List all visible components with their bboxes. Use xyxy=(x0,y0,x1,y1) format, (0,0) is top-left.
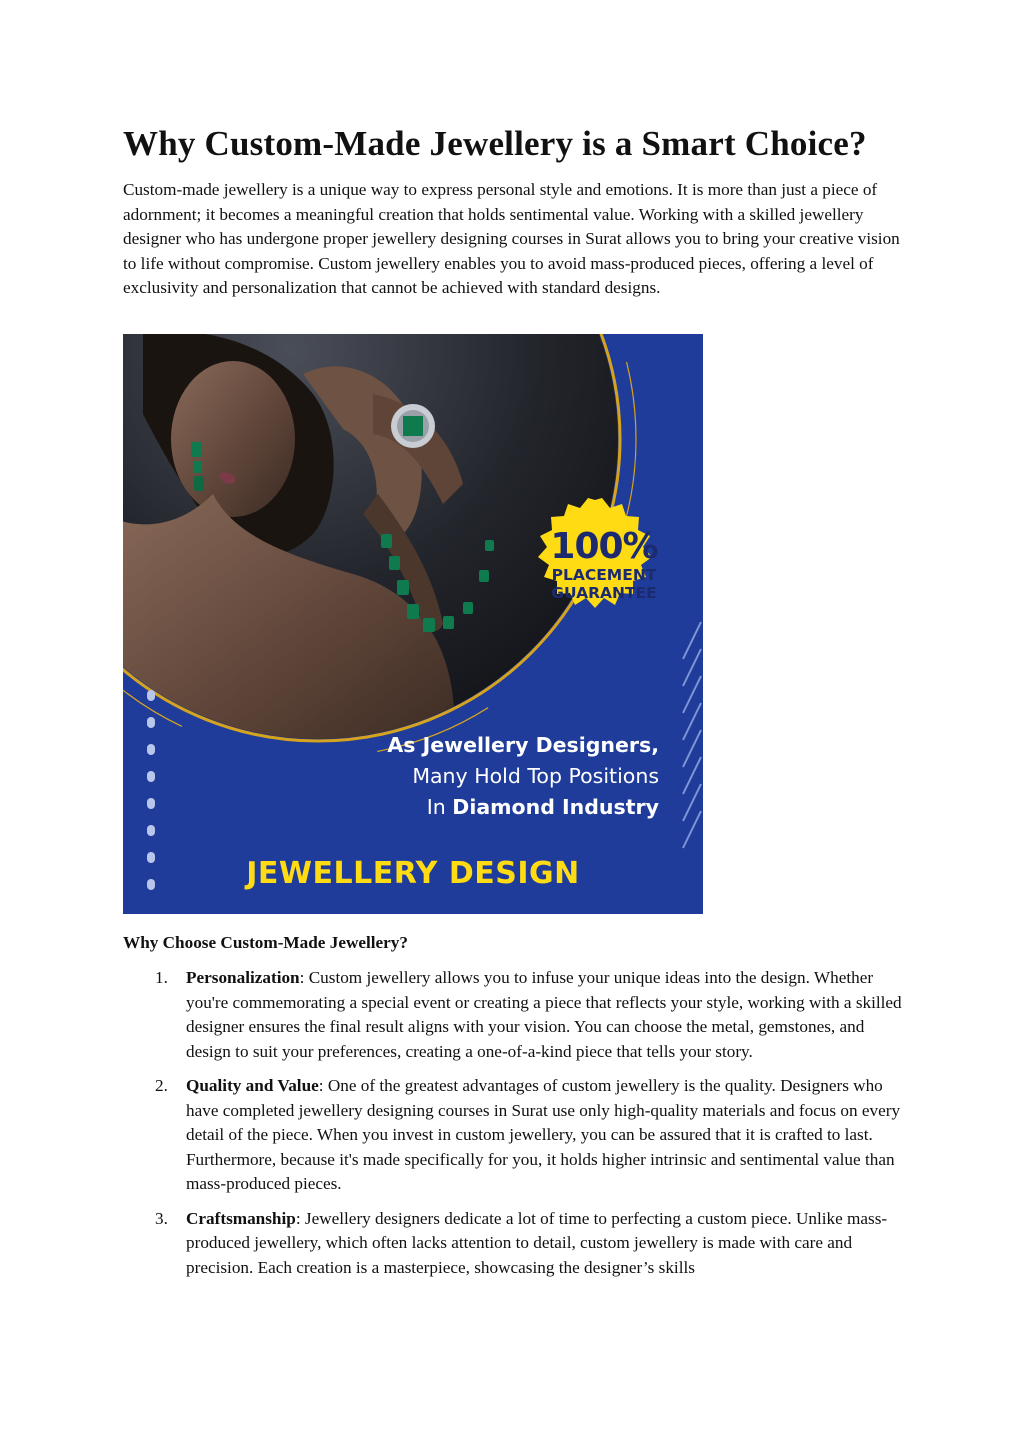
tagline-line-2: Many Hold Top Positions xyxy=(412,764,659,788)
intro-paragraph: Custom-made jewellery is a unique way to express personal style and emotions. It is more than just a piece of adornment; it becomes a meaningful creation that holds sentimental value. Working with a skilled jewellery designer who has undergone proper jewellery designing courses in Surat allows you to bring your creative vision to life without compromise. Custom jewellery enables you to avoid mass-produced pieces, offering a level of exclusivity and personalization that cannot be achieved with standard designs. xyxy=(123,180,900,297)
badge-line-guarantee: GUARANTEE xyxy=(551,584,657,602)
placement-guarantee-badge xyxy=(535,496,673,634)
list-item-body xyxy=(186,966,913,1064)
tagline-line-3-bold: Diamond Industry xyxy=(452,795,659,819)
list-item-number: 3. xyxy=(155,1208,168,1228)
page-title: Why Custom-Made Jewellery is a Smart Choice? xyxy=(123,124,867,163)
list-item-number: 1. xyxy=(155,968,168,987)
list-item-number: 2. xyxy=(155,1076,168,1095)
list-item-text: : Custom jewellery allows you to infuse your unique ideas into the design. Whether you're commemorating a special event or creating a piece that reflects your style, working with a skilled designer ensures the final result aligns with your vision. You can choose the metal, gemstones, and design to suit your preferences, creating a one-of-a-kind piece that tells your story. xyxy=(186,968,902,1061)
badge-percent: 100% xyxy=(550,526,658,567)
list-item-body xyxy=(186,1074,913,1197)
jewellery-design-banner xyxy=(123,334,703,914)
list-item xyxy=(123,966,913,1064)
tagline-line-1: As Jewellery Designers, xyxy=(387,733,659,757)
jewellery-design-label: JEWELLERY DESIGN xyxy=(246,856,580,891)
list-item-body xyxy=(186,1207,913,1281)
list-item-text: : Jewellery designers dedicate a lot of time to perfecting a custom piece. Unlike mass-produced jewellery, which often lacks attention to detail, custom jewellery is made with care and precision. Each creation is a masterpiece, showcasing the designer’s skills xyxy=(186,1208,888,1277)
list-item-text: : One of the greatest advantages of custom jewellery is the quality. Designers who have completed jewellery designing courses in Surat use only high-quality materials and focus on every detail of the piece. When you invest in custom jewellery, you can be assured that it is crafted to last. Furthermore, because it's made specifically for you, it holds higher intrinsic and sentimental value than mass-produced pieces. xyxy=(186,1076,901,1193)
list-item-title: Personalization xyxy=(186,968,300,987)
list-item-title: Quality and Value xyxy=(186,1076,319,1095)
reasons-list xyxy=(123,966,913,1290)
list-item xyxy=(123,1207,913,1281)
badge-line-placement: PLACEMENT xyxy=(551,566,657,584)
tagline-line-3-prefix: In xyxy=(426,795,453,819)
list-item-title: Craftsmanship xyxy=(186,1208,296,1228)
banner-tagline xyxy=(387,730,659,823)
tagline-line-3 xyxy=(387,792,659,823)
list-item xyxy=(123,1074,913,1197)
section-subheading: Why Choose Custom-Made Jewellery? xyxy=(123,933,408,952)
